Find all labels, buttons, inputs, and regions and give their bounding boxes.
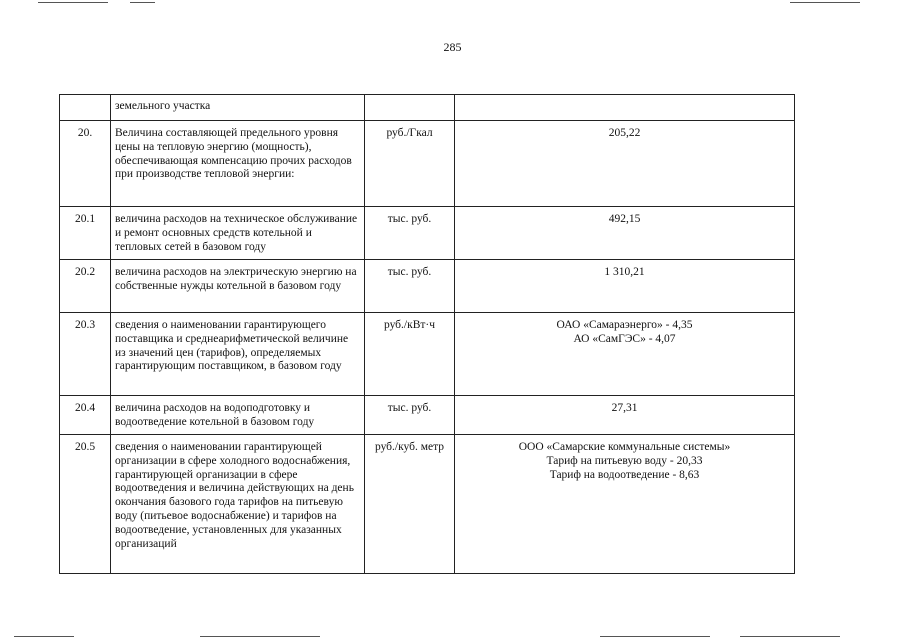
page-number: 285 <box>443 40 462 54</box>
row-unit: тыс. руб. <box>365 207 455 260</box>
scan-artifact <box>130 2 155 3</box>
row-description: сведения о наименовании гарантирующей организации в сфере холодного водоснабжения, гарантирующей организации в сфере водоотведения и величина действующих на день окончания базового года тарифов на питьевую воду (питьевое водоснабжение) и тарифов на водоотведение, установленных для указанных организаций <box>111 435 365 574</box>
row-unit: тыс. руб. <box>365 396 455 435</box>
value-line: АО «СамГЭС» - 4,07 <box>573 332 676 345</box>
row-value <box>455 121 795 207</box>
scan-artifact <box>740 636 840 637</box>
scan-artifact <box>14 636 74 637</box>
value-line: Тариф на питьевую воду - 20,33 <box>546 454 703 467</box>
value-line: ООО «Самарские коммунальные системы» <box>518 441 731 453</box>
row-value <box>455 396 795 435</box>
row-unit: тыс. руб. <box>365 260 455 313</box>
row-description: величина расходов на водоподготовку и водоотведение котельной в базовом году <box>111 396 365 435</box>
value-line: Тариф на водоотведение - 8,63 <box>549 468 700 481</box>
table-row <box>60 260 795 313</box>
value-line: 205,22 <box>608 127 641 139</box>
value-line: 1 310,21 <box>604 266 645 278</box>
table-row <box>60 313 795 396</box>
table-row <box>60 207 795 260</box>
row-number: 20.5 <box>60 435 111 574</box>
row-description: Величина составляющей предельного уровня цены на тепловую энергию (мощность), обеспечивающая компенсацию прочих расходов при производстве тепловой энергии: <box>111 121 365 207</box>
scan-artifact <box>38 2 108 3</box>
row-number <box>60 95 111 121</box>
table-row <box>60 121 795 207</box>
value-line: 27,31 <box>611 402 638 414</box>
row-value <box>455 435 795 574</box>
scan-artifact <box>790 2 860 3</box>
table-row <box>60 435 795 574</box>
row-value <box>455 313 795 396</box>
value-line: ОАО «Самараэнерго» - 4,35 <box>556 319 693 331</box>
row-unit: руб./кВт·ч <box>365 313 455 396</box>
row-value <box>455 95 795 121</box>
value-line: 492,15 <box>608 213 641 225</box>
row-description: земельного участка <box>111 95 365 121</box>
row-value <box>455 207 795 260</box>
table-row <box>60 95 795 121</box>
row-unit: руб./Гкал <box>365 121 455 207</box>
row-unit <box>365 95 455 121</box>
table-row <box>60 396 795 435</box>
row-unit: руб./куб. метр <box>365 435 455 574</box>
row-number: 20.4 <box>60 396 111 435</box>
scan-artifact <box>600 636 710 637</box>
row-description: сведения о наименовании гарантирующего поставщика и среднеарифметической величине из значений цен (тарифов), определяемых гарантирующим поставщиком, в базовом году <box>111 313 365 396</box>
row-number: 20.3 <box>60 313 111 396</box>
row-number: 20. <box>60 121 111 207</box>
row-number: 20.2 <box>60 260 111 313</box>
row-number: 20.1 <box>60 207 111 260</box>
tariff-table <box>59 94 795 574</box>
scan-artifact <box>200 636 320 637</box>
row-value <box>455 260 795 313</box>
row-description: величина расходов на техническое обслуживание и ремонт основных средств котельной и тепловых сетей в базовом году <box>111 207 365 260</box>
row-description: величина расходов на электрическую энергию на собственные нужды котельной в базовом году <box>111 260 365 313</box>
